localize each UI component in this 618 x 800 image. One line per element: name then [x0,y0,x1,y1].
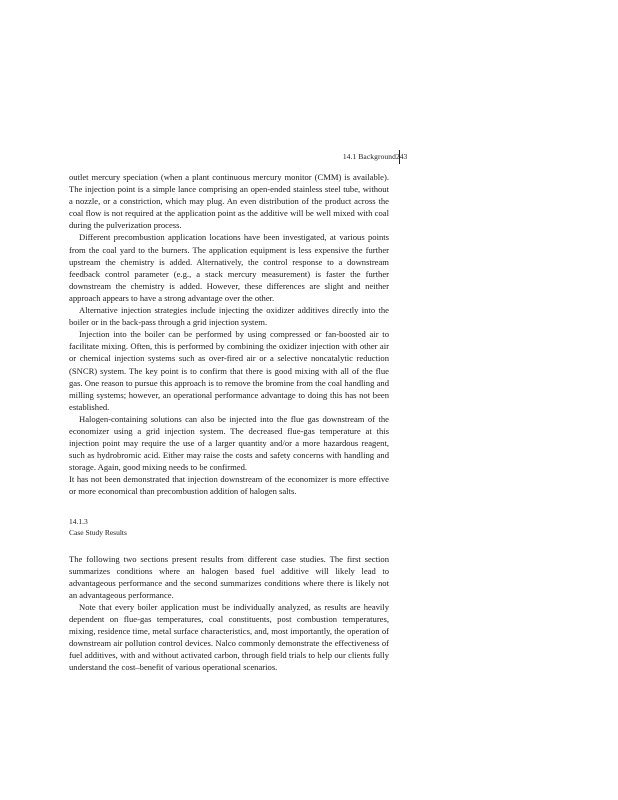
paragraph: The following two sections present results from different case studies. The first section summarizes conditions where an halogen based fuel additive will likely lead to advantageous performance and the second summarizes conditions where there is likely not an advantageous performance. [69,553,389,600]
paragraph: Alternative injection strategies include injecting the oxidizer additives directly into the boiler or in the back-pass through a grid injection system. [69,305,389,328]
paragraph: outlet mercury speciation (when a plant continuous mercury monitor (CMM) is available). The injection point is a simple lance comprising an open-ended stainless steel tube, without a nozzle, or a constriction, which may plug. An even distribution of the product across the coal flow is not required at the application point as the additive will be well mixed with coal during the pulverization process. [69,172,389,231]
section-number: 14.1.3 [69,516,88,526]
page-number: 243 [396,152,408,161]
paragraph: Different precombustion application locations have been investigated, at various points from the coal yard to the burners. The application equipment is less expensive the further upstream the chemistry is added. Alternatively, the control response to a downstream feedback control parameter (e.g., a stack mercury measurement) is faster the further downstream the chemistry is added. However, these differences are slight and neither approach appears to have a strong advantage over the other. [69,232,389,303]
section-heading [69,516,389,538]
paragraph: Halogen-containing solutions can also be injected into the flue gas downstream of the economizer using a grid injection system. The decreased flue-gas temperature at this injection point may require the use of a larger quantity and/or a more hazardous reagent, such as hydrobromic acid. Either may raise the costs and safety concerns with handling and storage. Again, good mixing needs to be confirmed. [69,413,389,473]
main-text [69,171,389,673]
running-section-title: 14.1 Background [342,152,396,161]
paragraph: It has not been demonstrated that injection downstream of the economizer is more effective or more economical than precombustion addition of halogen salts. [69,474,389,497]
running-header [300,150,412,166]
section-title: Case Study Results [69,527,127,537]
paragraph: Injection into the boiler can be performed by using compressed or fan-boosted air to facilitate mixing. Often, this is performed by combining the oxidizer injection with other air or chemical injection systems such as over-fired air or a selective noncatalytic reduction (SNCR) system. The key point is to confirm that there is good mixing with all of the flue gas. One reason to pursue this approach is to remove the bromine from the coal handling and milling systems; however, an operational performance advantage to doing this has not been established. [69,329,389,412]
paragraph: Note that every boiler application must be individually analyzed, as results are heavily dependent on flue-gas temperatures, coal constituents, post combustion temperatures, mixing, residence time, metal surface characteristics, and, most importantly, the operation of downstream air pollution control devices. Nalco commonly demonstrate the effectiveness of fuel additives, with and without activated carbon, through field trials to help our clients fully understand the cost–benefit of various operational scenarios. [69,601,389,673]
